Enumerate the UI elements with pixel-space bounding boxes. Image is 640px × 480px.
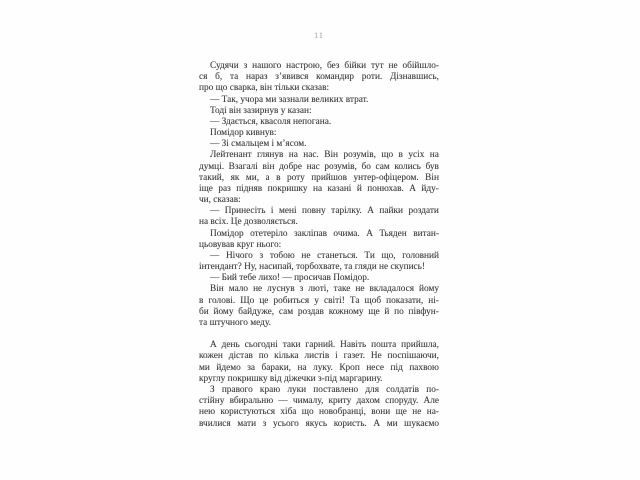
text-line: в голові. Що це робиться у світі! Та щоб показати, ні- <box>199 295 439 306</box>
text-line: чи, сказав: <box>199 195 241 206</box>
text-line: А день сьогодні таки гарний. Навіть пошта прийшла, <box>210 340 439 351</box>
text-line: Він мало не луснув з люті, таке не вкладалося йому <box>210 284 439 295</box>
text-line: — Зі смальцем і м’ясом. <box>210 139 307 150</box>
text-line: Лейтенант глянув на нас. Він розумів, що в усіх на <box>210 150 439 161</box>
text-line: — Бий тебе лихо! — просичав Помідор. <box>210 273 370 284</box>
text-line: нею користуються хіба що новобранці, вони ще не на- <box>199 407 439 418</box>
text-line: кожен дістав по кілька листів і газет. Не поспішаючи, <box>199 351 439 362</box>
text-line: вчилися мати з усього якусь користь. А ми шукаємо <box>199 418 439 429</box>
text-line: ми йдемо за бараки, на луку. Кроп несе під пахвою <box>199 362 439 373</box>
text-line: та штучного меду. <box>199 317 271 328</box>
text-line: Помідор отетеріло закліпав очима. А Тьяден витан- <box>210 228 439 239</box>
text-line: цьовував круг нього: <box>199 239 282 250</box>
text-line: круглу покришку від діжечки з-під маргарину. <box>199 373 383 384</box>
text-line: Тоді він зазирнув у казан: <box>210 105 312 116</box>
text-line: Помідор кивнув: <box>210 128 277 139</box>
text-line: іще раз підняв покришку на казані й понюхав. А йду- <box>199 183 439 194</box>
page-number: 11 <box>314 31 324 40</box>
text-line: на всіх. Це дозволяється. <box>199 217 298 228</box>
text-line: інтендант? Ну, насипай, торбохвате, та гляди не скупись! <box>199 262 426 273</box>
text-line: би йому байдуже, сам роздав кожному ще й по півфун- <box>199 306 439 317</box>
text-line: — Нічого з тобою не станеться. Ти що, головний <box>210 250 439 261</box>
text-line: ся б, та нараз з’явився командир роти. Дізнавшись, <box>199 72 439 83</box>
text-line: — Здається, квасоля непогана. <box>210 116 332 127</box>
text-line: Судячи з нашого настрою, без бійки тут не обійшло- <box>210 61 439 71</box>
page-text <box>199 61 439 430</box>
text-line: стійну вбиральню — чималу, криту дахом споруду. Але <box>199 396 439 407</box>
text-line: З правого краю луки поставлено для солдатів по- <box>210 384 439 395</box>
text-line: про що сварка, він тільки сказав: <box>199 83 330 94</box>
text-line: думці. Взагалі він добре нас розумів, бо сам колись був <box>199 161 439 172</box>
text-line: — Так, учора ми зазнали великих втрат. <box>210 94 369 105</box>
text-line: — Принесіть і мені повну тарілку. А пайки роздати <box>210 206 439 217</box>
text-line: такий, як ми, а в роту прийшов унтер-офіцером. Він <box>199 172 439 183</box>
